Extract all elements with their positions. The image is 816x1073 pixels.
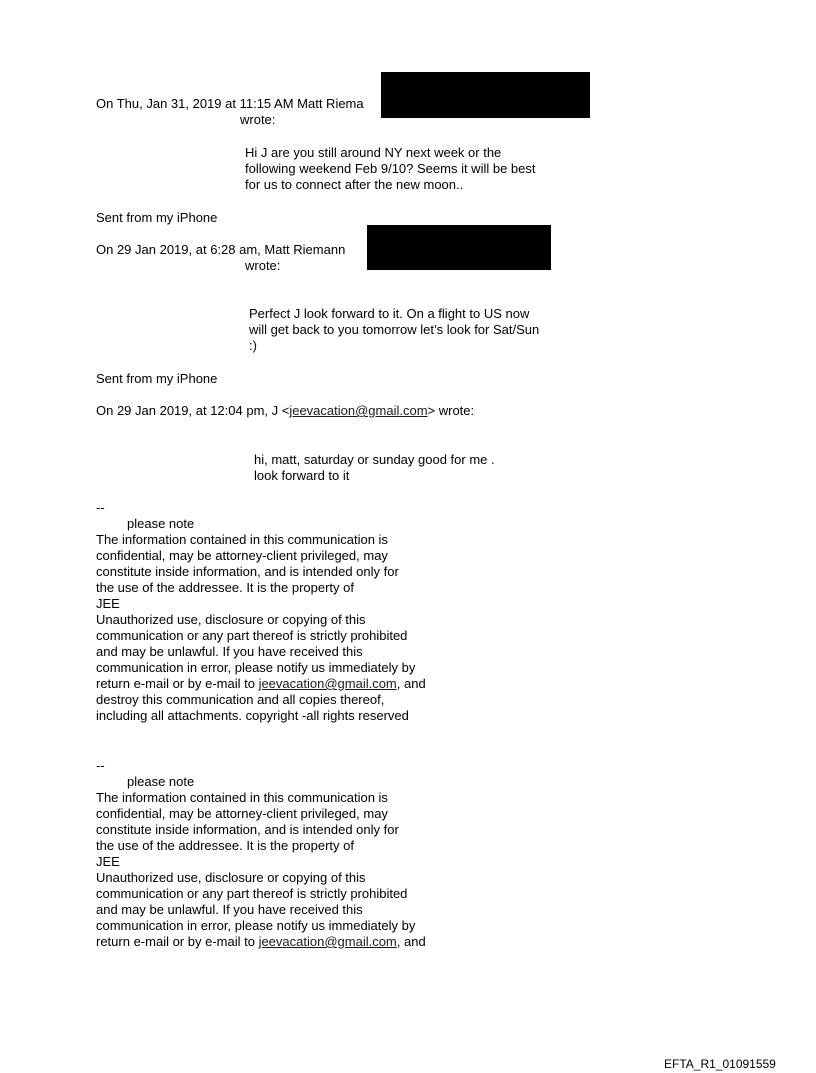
disclaimer-return-line bbox=[96, 676, 426, 692]
reply-header-3 bbox=[96, 403, 474, 419]
message-line: :) bbox=[249, 338, 257, 353]
return-prefix: return e-mail or by e-mail to bbox=[96, 934, 259, 949]
message-line: look forward to it bbox=[254, 468, 350, 483]
message-line: Perfect J look forward to it. On a flight to US now bbox=[249, 306, 530, 321]
disclaimer-line: communication in error, please notify us immediately by bbox=[96, 918, 416, 933]
disclaimer-line: Unauthorized use, disclosure or copying of this bbox=[96, 612, 366, 627]
disclaimer-line: the use of the addressee. It is the property of bbox=[96, 838, 354, 853]
disclaimer-line: destroy this communication and all copies thereof, bbox=[96, 692, 385, 707]
disclaimer-line: communication or any part thereof is strictly prohibited bbox=[96, 886, 408, 901]
disclaimer-line: the use of the addressee. It is the property of bbox=[96, 580, 354, 595]
return-prefix: return e-mail or by e-mail to bbox=[96, 676, 259, 691]
reply-header-2: On 29 Jan 2019, at 6:28 am, Matt Riemann bbox=[96, 242, 346, 257]
email-link[interactable]: jeevacation@gmail.com bbox=[289, 403, 428, 418]
return-suffix: , and bbox=[396, 676, 426, 691]
disclaimer-return-line bbox=[96, 934, 426, 950]
separator-dashes: -- bbox=[96, 758, 105, 773]
disclaimer-line: Unauthorized use, disclosure or copying of this bbox=[96, 870, 366, 885]
disclaimer-line: and may be unlawful. If you have received this bbox=[96, 902, 363, 917]
disclaimer-line: The information contained in this communication is bbox=[96, 532, 388, 547]
disclaimer-line: JEE bbox=[96, 596, 120, 611]
disclaimer-line: including all attachments. copyright -all rights reserved bbox=[96, 708, 409, 723]
reply-header-2-wrote: wrote: bbox=[245, 258, 281, 273]
disclaimer-line: constitute inside information, and is intended only for bbox=[96, 564, 399, 579]
disclaimer-line: confidential, may be attorney-client privileged, may bbox=[96, 548, 388, 563]
message-body-3 bbox=[254, 452, 495, 484]
disclaimer-line: communication or any part thereof is strictly prohibited bbox=[96, 628, 408, 643]
redaction-box-1 bbox=[381, 72, 590, 118]
message-line: will get back to you tomorrow let’s look for Sat/Sun bbox=[249, 322, 540, 337]
redaction-box-2 bbox=[367, 225, 551, 270]
reply-header-1-wrote: wrote: bbox=[240, 112, 276, 127]
email-link[interactable]: jeevacation@gmail.com bbox=[258, 934, 397, 949]
disclaimer-line: The information contained in this communication is bbox=[96, 790, 388, 805]
email-link[interactable]: jeevacation@gmail.com bbox=[258, 676, 397, 691]
sent-from-iphone-1: Sent from my iPhone bbox=[96, 210, 218, 225]
disclaimer-2 bbox=[96, 758, 426, 950]
sent-from-iphone-2: Sent from my iPhone bbox=[96, 371, 218, 386]
message-line: hi, matt, saturday or sunday good for me . bbox=[254, 452, 495, 467]
disclaimer-line: communication in error, please notify us immediately by bbox=[96, 660, 416, 675]
disclaimer-line: confidential, may be attorney-client privileged, may bbox=[96, 806, 388, 821]
header-prefix: On 29 Jan 2019, at 12:04 pm, J < bbox=[96, 403, 290, 418]
message-body-2 bbox=[249, 306, 539, 354]
message-line: Hi J are you still around NY next week or the bbox=[245, 145, 502, 160]
message-body-1 bbox=[245, 145, 536, 193]
please-note: please note bbox=[127, 516, 195, 531]
header-suffix: > wrote: bbox=[427, 403, 475, 418]
disclaimer-line: JEE bbox=[96, 854, 120, 869]
reply-header-1: On Thu, Jan 31, 2019 at 11:15 AM Matt Riema bbox=[96, 96, 364, 111]
separator-dashes: -- bbox=[96, 500, 105, 515]
disclaimer-line: constitute inside information, and is intended only for bbox=[96, 822, 399, 837]
message-line: following weekend Feb 9/10? Seems it will be best bbox=[245, 161, 536, 176]
disclaimer-line: and may be unlawful. If you have received this bbox=[96, 644, 363, 659]
return-suffix: , and bbox=[396, 934, 426, 949]
document-id: EFTA_R1_01091559 bbox=[664, 1057, 776, 1071]
disclaimer-1 bbox=[96, 500, 426, 724]
please-note: please note bbox=[127, 774, 195, 789]
message-line: for us to connect after the new moon.. bbox=[245, 177, 464, 192]
